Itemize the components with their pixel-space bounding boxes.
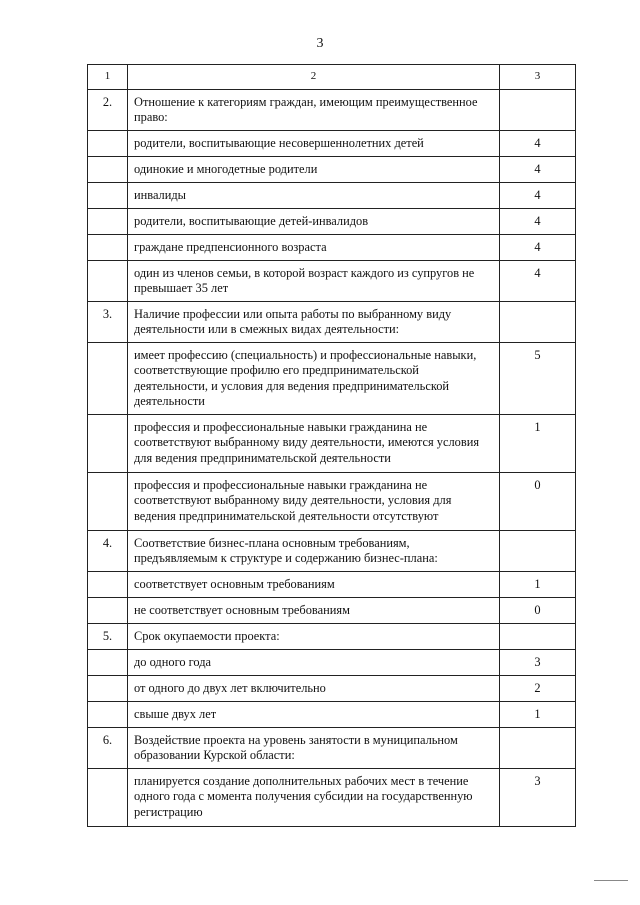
header-col-1: 1	[88, 65, 128, 90]
row-number	[88, 342, 128, 414]
row-number	[88, 234, 128, 260]
row-number	[88, 701, 128, 727]
table-row	[88, 597, 576, 623]
row-number: 6.	[88, 727, 128, 768]
table-row	[88, 768, 576, 826]
row-text: свыше двух лет	[128, 701, 500, 727]
table-row	[88, 649, 576, 675]
row-text: родители, воспитывающие детей-инвалидов	[128, 208, 500, 234]
row-text: соответствует основным требованиям	[128, 571, 500, 597]
row-score: 1	[500, 414, 576, 472]
row-score: 3	[500, 649, 576, 675]
row-score: 4	[500, 130, 576, 156]
row-text: не соответствует основным требованиям	[128, 597, 500, 623]
header-col-3: 3	[500, 65, 576, 90]
row-text: планируется создание дополнительных рабочих мест в течение одного года с момента получения субсидии на государственную регистрацию	[128, 768, 500, 826]
row-text: Соответствие бизнес-плана основным требованиям, предъявляемым к структуре и содержанию бизнес-плана:	[128, 530, 500, 571]
row-score: 4	[500, 156, 576, 182]
row-number	[88, 182, 128, 208]
table-row	[88, 675, 576, 701]
table-row	[88, 571, 576, 597]
row-number	[88, 675, 128, 701]
criteria-table	[87, 64, 576, 827]
row-number	[88, 597, 128, 623]
row-number	[88, 414, 128, 472]
table-row	[88, 130, 576, 156]
table-row	[88, 301, 576, 342]
row-text: Наличие профессии или опыта работы по выбранному виду деятельности или в смежных видах деятельности:	[128, 301, 500, 342]
row-score	[500, 89, 576, 130]
table-row	[88, 472, 576, 530]
criteria-table-body	[88, 65, 576, 827]
table-row	[88, 623, 576, 649]
row-text: имеет профессию (специальность) и профессиональные навыки, соответствующие профилю его предпринимательской деятельности, и условия для ведения предпринимательской деятельности	[128, 342, 500, 414]
table-row	[88, 260, 576, 301]
row-score: 4	[500, 260, 576, 301]
row-number	[88, 649, 128, 675]
table-row	[88, 156, 576, 182]
row-text: инвалиды	[128, 182, 500, 208]
page-number: 3	[316, 36, 324, 51]
row-score: 4	[500, 208, 576, 234]
row-score: 3	[500, 768, 576, 826]
row-text: родители, воспитывающие несовершеннолетних детей	[128, 130, 500, 156]
row-number	[88, 472, 128, 530]
row-score	[500, 301, 576, 342]
row-score	[500, 530, 576, 571]
table-row	[88, 701, 576, 727]
row-number	[88, 156, 128, 182]
row-text: Отношение к категориям граждан, имеющим преимущественное право:	[128, 89, 500, 130]
table-row	[88, 208, 576, 234]
row-score: 1	[500, 701, 576, 727]
scan-edge-mark	[594, 880, 628, 881]
row-number: 5.	[88, 623, 128, 649]
row-text: Срок окупаемости проекта:	[128, 623, 500, 649]
row-score: 0	[500, 597, 576, 623]
row-number	[88, 260, 128, 301]
row-number: 2.	[88, 89, 128, 130]
row-score: 0	[500, 472, 576, 530]
row-text: одинокие и многодетные родители	[128, 156, 500, 182]
row-score: 4	[500, 234, 576, 260]
table-row	[88, 182, 576, 208]
header-col-2: 2	[128, 65, 500, 90]
table-header-row	[88, 65, 576, 90]
row-score: 5	[500, 342, 576, 414]
row-number: 4.	[88, 530, 128, 571]
row-score	[500, 727, 576, 768]
row-number: 3.	[88, 301, 128, 342]
row-text: один из членов семьи, в которой возраст каждого из супругов не превышает 35 лет	[128, 260, 500, 301]
row-score: 1	[500, 571, 576, 597]
table-row	[88, 530, 576, 571]
row-score: 2	[500, 675, 576, 701]
row-score	[500, 623, 576, 649]
table-row	[88, 342, 576, 414]
row-score: 4	[500, 182, 576, 208]
table-row	[88, 234, 576, 260]
row-text: профессия и профессиональные навыки гражданина не соответствуют выбранному виду деятельности, условия для ведения предпринимательской деятельности отсутствуют	[128, 472, 500, 530]
row-number	[88, 208, 128, 234]
table-row	[88, 727, 576, 768]
row-number	[88, 571, 128, 597]
table-row	[88, 89, 576, 130]
row-text: Воздействие проекта на уровень занятости в муниципальном образовании Курской области:	[128, 727, 500, 768]
row-text: от одного до двух лет включительно	[128, 675, 500, 701]
table-row	[88, 414, 576, 472]
row-text: профессия и профессиональные навыки гражданина не соответствуют выбранному виду деятельности, имеются условия для ведения предпринимательской деятельности	[128, 414, 500, 472]
row-text: до одного года	[128, 649, 500, 675]
row-number	[88, 130, 128, 156]
row-number	[88, 768, 128, 826]
row-text: граждане предпенсионного возраста	[128, 234, 500, 260]
